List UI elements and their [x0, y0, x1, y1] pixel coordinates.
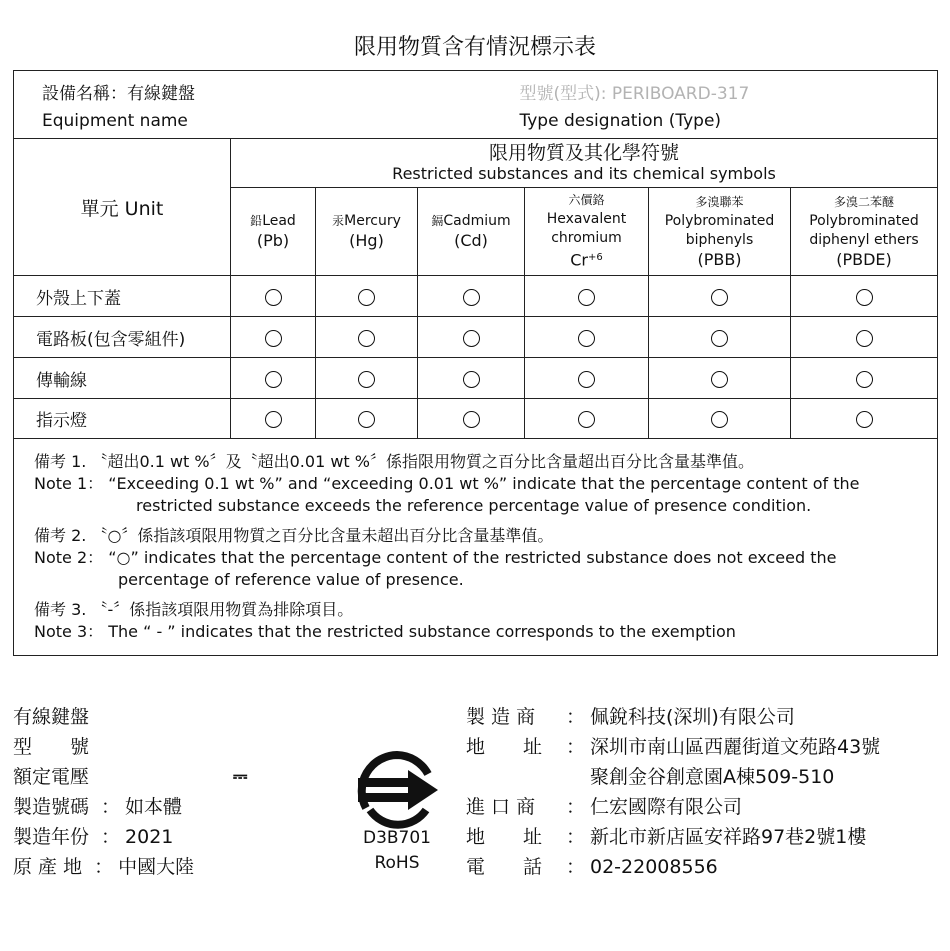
- row-unit-name: 傳輸線: [14, 358, 231, 399]
- substances-header-zh: 限用物質及其化學符號: [489, 142, 680, 164]
- type-designation-zh: 型號(型式): PERIBOARD-317: [519, 84, 750, 104]
- row-unit-name: 外殼上下蓋: [14, 276, 231, 317]
- substance-cadmium: 鎘Cadmium (Cd): [418, 188, 525, 276]
- bsmi-cert-mark-icon: [352, 746, 442, 836]
- mark-circle: [711, 289, 728, 306]
- mark-circle: [711, 330, 728, 347]
- mark-circle: [463, 330, 480, 347]
- mark-circle: [463, 289, 480, 306]
- substance-pbde: 多溴二苯醚 Polybrominated diphenyl ethers (PBDE): [791, 188, 938, 276]
- mark-circle: [856, 411, 873, 428]
- table-row: [14, 399, 938, 439]
- label-right-block: [466, 702, 880, 882]
- page-title: 限用物質含有情況標示表: [353, 35, 596, 60]
- equipment-name-en: Equipment name: [42, 111, 188, 131]
- notes-section: [14, 439, 938, 656]
- mark-circle: [358, 411, 375, 428]
- equipment-name-cell: [14, 71, 418, 139]
- label-product-name: 有線鍵盤: [13, 706, 90, 728]
- mark-circle: [358, 371, 375, 388]
- note-1-en: Note 1： “Exceeding 0.1 wt %” and “exceeding 0.01 wt %” indicate that the percentage content of the: [34, 474, 860, 493]
- note-1-en-cont: restricted substance exceeds the reference percentage value of presence condition.: [136, 496, 812, 515]
- substances-header-en: Restricted substances and its chemical symbols: [392, 164, 776, 183]
- table-row: [14, 317, 938, 358]
- label-importer: 進 口 商 ： 仁宏國際有限公司: [466, 796, 743, 818]
- label-model: 型 號: [13, 736, 90, 758]
- label-serial: 製造號碼 ： 如本體: [13, 796, 183, 818]
- substance-hexavalent-chromium: 六價鉻 Hexavalent chromium $Cr^{+6}$: [525, 188, 649, 276]
- type-designation-cell: [418, 71, 938, 139]
- unit-header: 單元 Unit: [14, 139, 231, 276]
- label-importer-address: 地 址 ： 新北市新店區安祥路97巷2號1樓: [466, 826, 867, 848]
- substance-lead: 鉛Lead (Pb): [231, 188, 316, 276]
- row-unit-name: 電路板(包含零組件): [14, 317, 231, 358]
- note-2-en-cont: percentage of reference value of presence.: [118, 570, 464, 589]
- mark-circle: [856, 289, 873, 306]
- cert-code: D3B701: [362, 828, 432, 848]
- note-2-en: Note 2： “○” indicates that the percentage content of the restricted substance does not exceed the: [34, 548, 837, 567]
- mark-circle: [578, 289, 595, 306]
- table-row: [14, 276, 938, 317]
- substance-pbb: 多溴聯苯 Polybrominated biphenyls (PBB): [649, 188, 791, 276]
- mark-circle: [578, 371, 595, 388]
- mark-circle: [358, 289, 375, 306]
- mark-circle: [711, 371, 728, 388]
- table-row: [14, 358, 938, 399]
- rohs-label: RoHS: [374, 853, 420, 873]
- mark-circle: [856, 330, 873, 347]
- mark-circle: [265, 371, 282, 388]
- mark-circle: [358, 330, 375, 347]
- note-3-en: Note 3： The “ - ” indicates that the restricted substance corresponds to the exemption: [34, 622, 736, 641]
- substance-mercury: 汞Mercury (Hg): [316, 188, 418, 276]
- label-manufacturer-address-cont: 聚創金谷創意園A棟509-510: [590, 766, 835, 788]
- label-left-block: [13, 702, 194, 882]
- mark-circle: [711, 411, 728, 428]
- label-manufacturer-address: 地 址 ： 深圳市南山區西麗街道文苑路43號: [466, 736, 881, 758]
- restricted-substances-table: [13, 70, 938, 656]
- mark-circle: [265, 411, 282, 428]
- mark-circle: [265, 330, 282, 347]
- label-rated-voltage: 額定電壓: [13, 766, 90, 788]
- type-designation-en: Type designation (Type): [519, 111, 722, 131]
- note-1-zh: 備考 1. 〝超出0.1 wt %〞及〝超出0.01 wt %〞係指限用物質之百分比含量超出百分比含量基準值。: [34, 452, 754, 471]
- label-manufacturer: 製 造 商 ： 佩銳科技(深圳)有限公司: [466, 706, 795, 728]
- label-phone: 電 話 ： 02-22008556: [466, 856, 718, 878]
- label-year: 製造年份 ： 2021: [13, 826, 174, 848]
- mark-circle: [578, 330, 595, 347]
- mark-circle: [463, 411, 480, 428]
- mark-circle: [265, 289, 282, 306]
- note-2-zh: 備考 2. 〝○〞係指該項限用物質之百分比含量未超出百分比含量基準值。: [34, 526, 554, 545]
- note-3-zh: 備考 3. 〝-〞係指該項限用物質為排除項目。: [34, 600, 354, 619]
- mark-circle: [856, 371, 873, 388]
- mark-circle: [463, 371, 480, 388]
- label-origin: 原 產 地 ： 中國大陸: [13, 856, 195, 878]
- equipment-name-zh: 設備名稱：有線鍵盤: [42, 84, 195, 104]
- dc-voltage-icon: ⎓: [233, 766, 248, 787]
- mark-circle: [578, 411, 595, 428]
- row-unit-name: 指示燈: [14, 399, 231, 439]
